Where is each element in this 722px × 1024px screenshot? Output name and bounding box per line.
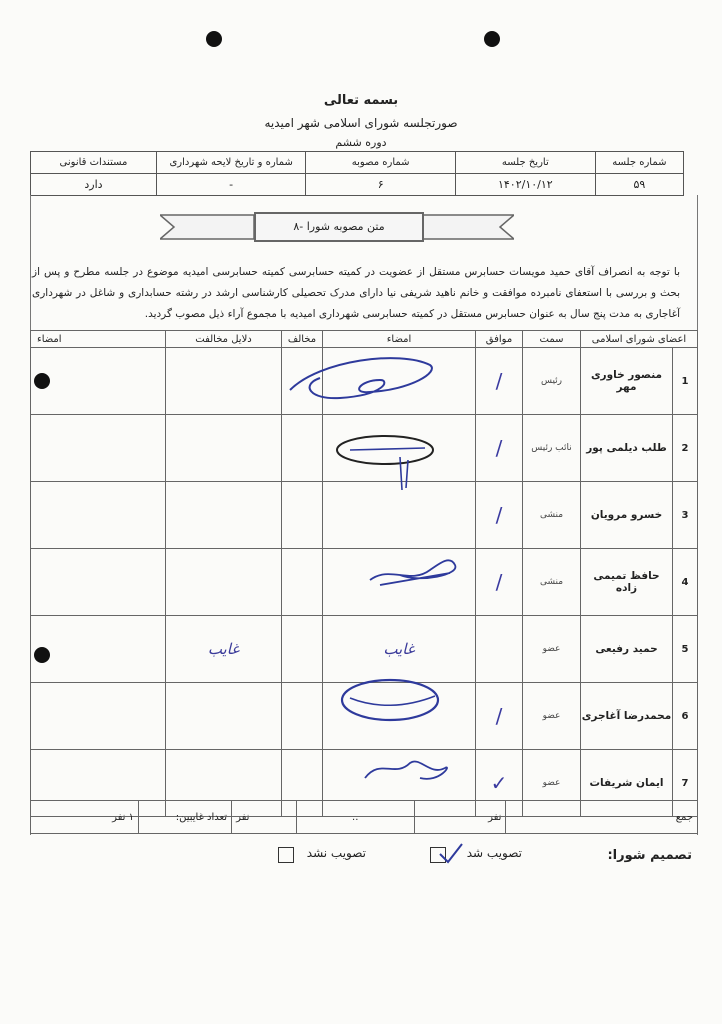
signature2-cell: [31, 348, 166, 415]
agree-mark: /: [476, 683, 523, 750]
member-name: خسرو مرویان: [581, 482, 673, 549]
section-title: ۸- متن مصوبه شورا: [254, 212, 424, 242]
member-role: منشی: [523, 549, 581, 616]
signature-scribble: [360, 748, 460, 788]
position-header: سمت: [523, 331, 581, 348]
session-date: ۱۴۰۲/۱۰/۱۲: [455, 174, 595, 196]
reasons-header: دلایل مخالفت: [166, 331, 282, 348]
row-number: 4: [673, 549, 698, 616]
agree-mark: /: [476, 415, 523, 482]
resolution-number-header: شماره مصوبه: [306, 152, 455, 174]
disagree-cell: [282, 616, 323, 683]
session-info-table: [30, 151, 684, 196]
session-number: ۵۹: [595, 174, 683, 196]
signature-scribble: [280, 350, 440, 410]
row-number: 5: [673, 616, 698, 683]
signature2-cell: [31, 683, 166, 750]
member-role: عضو: [523, 616, 581, 683]
resolution-number: ۶: [306, 174, 455, 196]
reason-cell: غایب: [166, 616, 282, 683]
absent-label: تعداد غایبین:: [139, 801, 232, 834]
disagree-cell: [282, 683, 323, 750]
member-role: عضو: [523, 683, 581, 750]
signature-scribble: [360, 545, 470, 595]
absent-note: غایب: [323, 616, 476, 683]
reason-cell: [166, 549, 282, 616]
agree-mark: /: [476, 482, 523, 549]
disagree-cell: [282, 549, 323, 616]
punch-hole: [206, 31, 222, 47]
rejected-label: تصویب نشد: [306, 846, 366, 860]
signature2-cell: [31, 616, 166, 683]
disagree-total-unit: نفر: [232, 801, 297, 834]
signature2-cell: [31, 549, 166, 616]
approved-label: تصویب شد: [466, 846, 522, 860]
reason-cell: [166, 683, 282, 750]
agree-header: موافق: [476, 331, 523, 348]
signature-scribble: [330, 432, 450, 492]
row-number: 6: [673, 683, 698, 750]
council-term: دوره ششم: [335, 136, 387, 149]
reason-cell: [166, 482, 282, 549]
member-role: منشی: [523, 482, 581, 549]
decision-label: تصمیم شورا:: [607, 848, 692, 863]
agree-mark: /: [476, 348, 523, 415]
member-row: [31, 616, 698, 683]
rejected-checkbox[interactable]: [278, 847, 294, 863]
punch-hole: [484, 31, 500, 47]
member-role: رئیس: [523, 348, 581, 415]
row-number: 7: [673, 750, 698, 817]
sum-label: جمع: [506, 801, 698, 834]
member-name: حافظ تمیمی زاده: [581, 549, 673, 616]
row-number: 1: [673, 348, 698, 415]
agree-mark: /: [476, 549, 523, 616]
totals-table: [30, 800, 698, 834]
bill-number-header: شماره و تاریخ لایحه شهرداری: [156, 152, 306, 174]
disagree-cell: [282, 482, 323, 549]
member-name: محمدرضا آغاجری: [581, 683, 673, 750]
invocation: بسمه تعالی: [323, 93, 399, 108]
signature2-header: امضاء: [31, 331, 166, 348]
member-name: طلب دیلمی پور: [581, 415, 673, 482]
check-mark-icon: [436, 840, 466, 866]
member-name: ایمان شریفات: [581, 750, 673, 817]
council-decision: [0, 840, 722, 870]
member-role: نائب رئیس: [523, 415, 581, 482]
document-title: صورتجلسه شورای اسلامی شهر امیدیه: [264, 116, 458, 130]
bill-number: -: [156, 174, 306, 196]
session-date-header: تاریخ جلسه: [455, 152, 595, 174]
signature2-cell: [31, 482, 166, 549]
signature-scribble: [335, 678, 455, 738]
signature2-cell: [31, 415, 166, 482]
member-name: منصور خاوری مهر: [581, 348, 673, 415]
reason-cell: [166, 415, 282, 482]
member-role: عضو: [523, 750, 581, 817]
members-header: اعضای شورای اسلامی: [581, 331, 698, 348]
agree-total-unit: نفر: [414, 801, 506, 834]
legal-documents: دارد: [31, 174, 157, 196]
resolution-text: با توجه به انصراف آقای حمید مویسات حسابرس مستقل از عضویت در کمیته حسابرسی کمیته حسابرسی امیدیه موضوع در جلسه مطرح و پس از بحث و بررسی با استعفای نامبرده موافقت و خانم ناهید شریفی نیا دارای مدرک تحصیلی کارشناسی ارشد در رشته حسابداری و شاغل در شهرداری آغاجاری به مدت پنج سال به عنوان حسابرس مستقل در کمیته حسابرسی شهرداری امیدیه با مجموع آراء ذیل مصوب گردید.: [32, 266, 680, 320]
disagree-cell: [282, 415, 323, 482]
section-banner: [160, 209, 514, 245]
agree-mark: ✓: [476, 750, 523, 817]
row-number: 2: [673, 415, 698, 482]
signature-header: امضاء: [323, 331, 476, 348]
absent-count: ۱ نفر: [31, 801, 139, 834]
row-number: 3: [673, 482, 698, 549]
agree-mark: [476, 616, 523, 683]
disagree-header: مخالف: [282, 331, 323, 348]
member-name: حمید رفیعی: [581, 616, 673, 683]
reason-cell: [166, 348, 282, 415]
legal-documents-header: مستندات قانونی: [31, 152, 157, 174]
session-number-header: شماره جلسه: [595, 152, 683, 174]
disagree-total: ..: [296, 801, 414, 834]
